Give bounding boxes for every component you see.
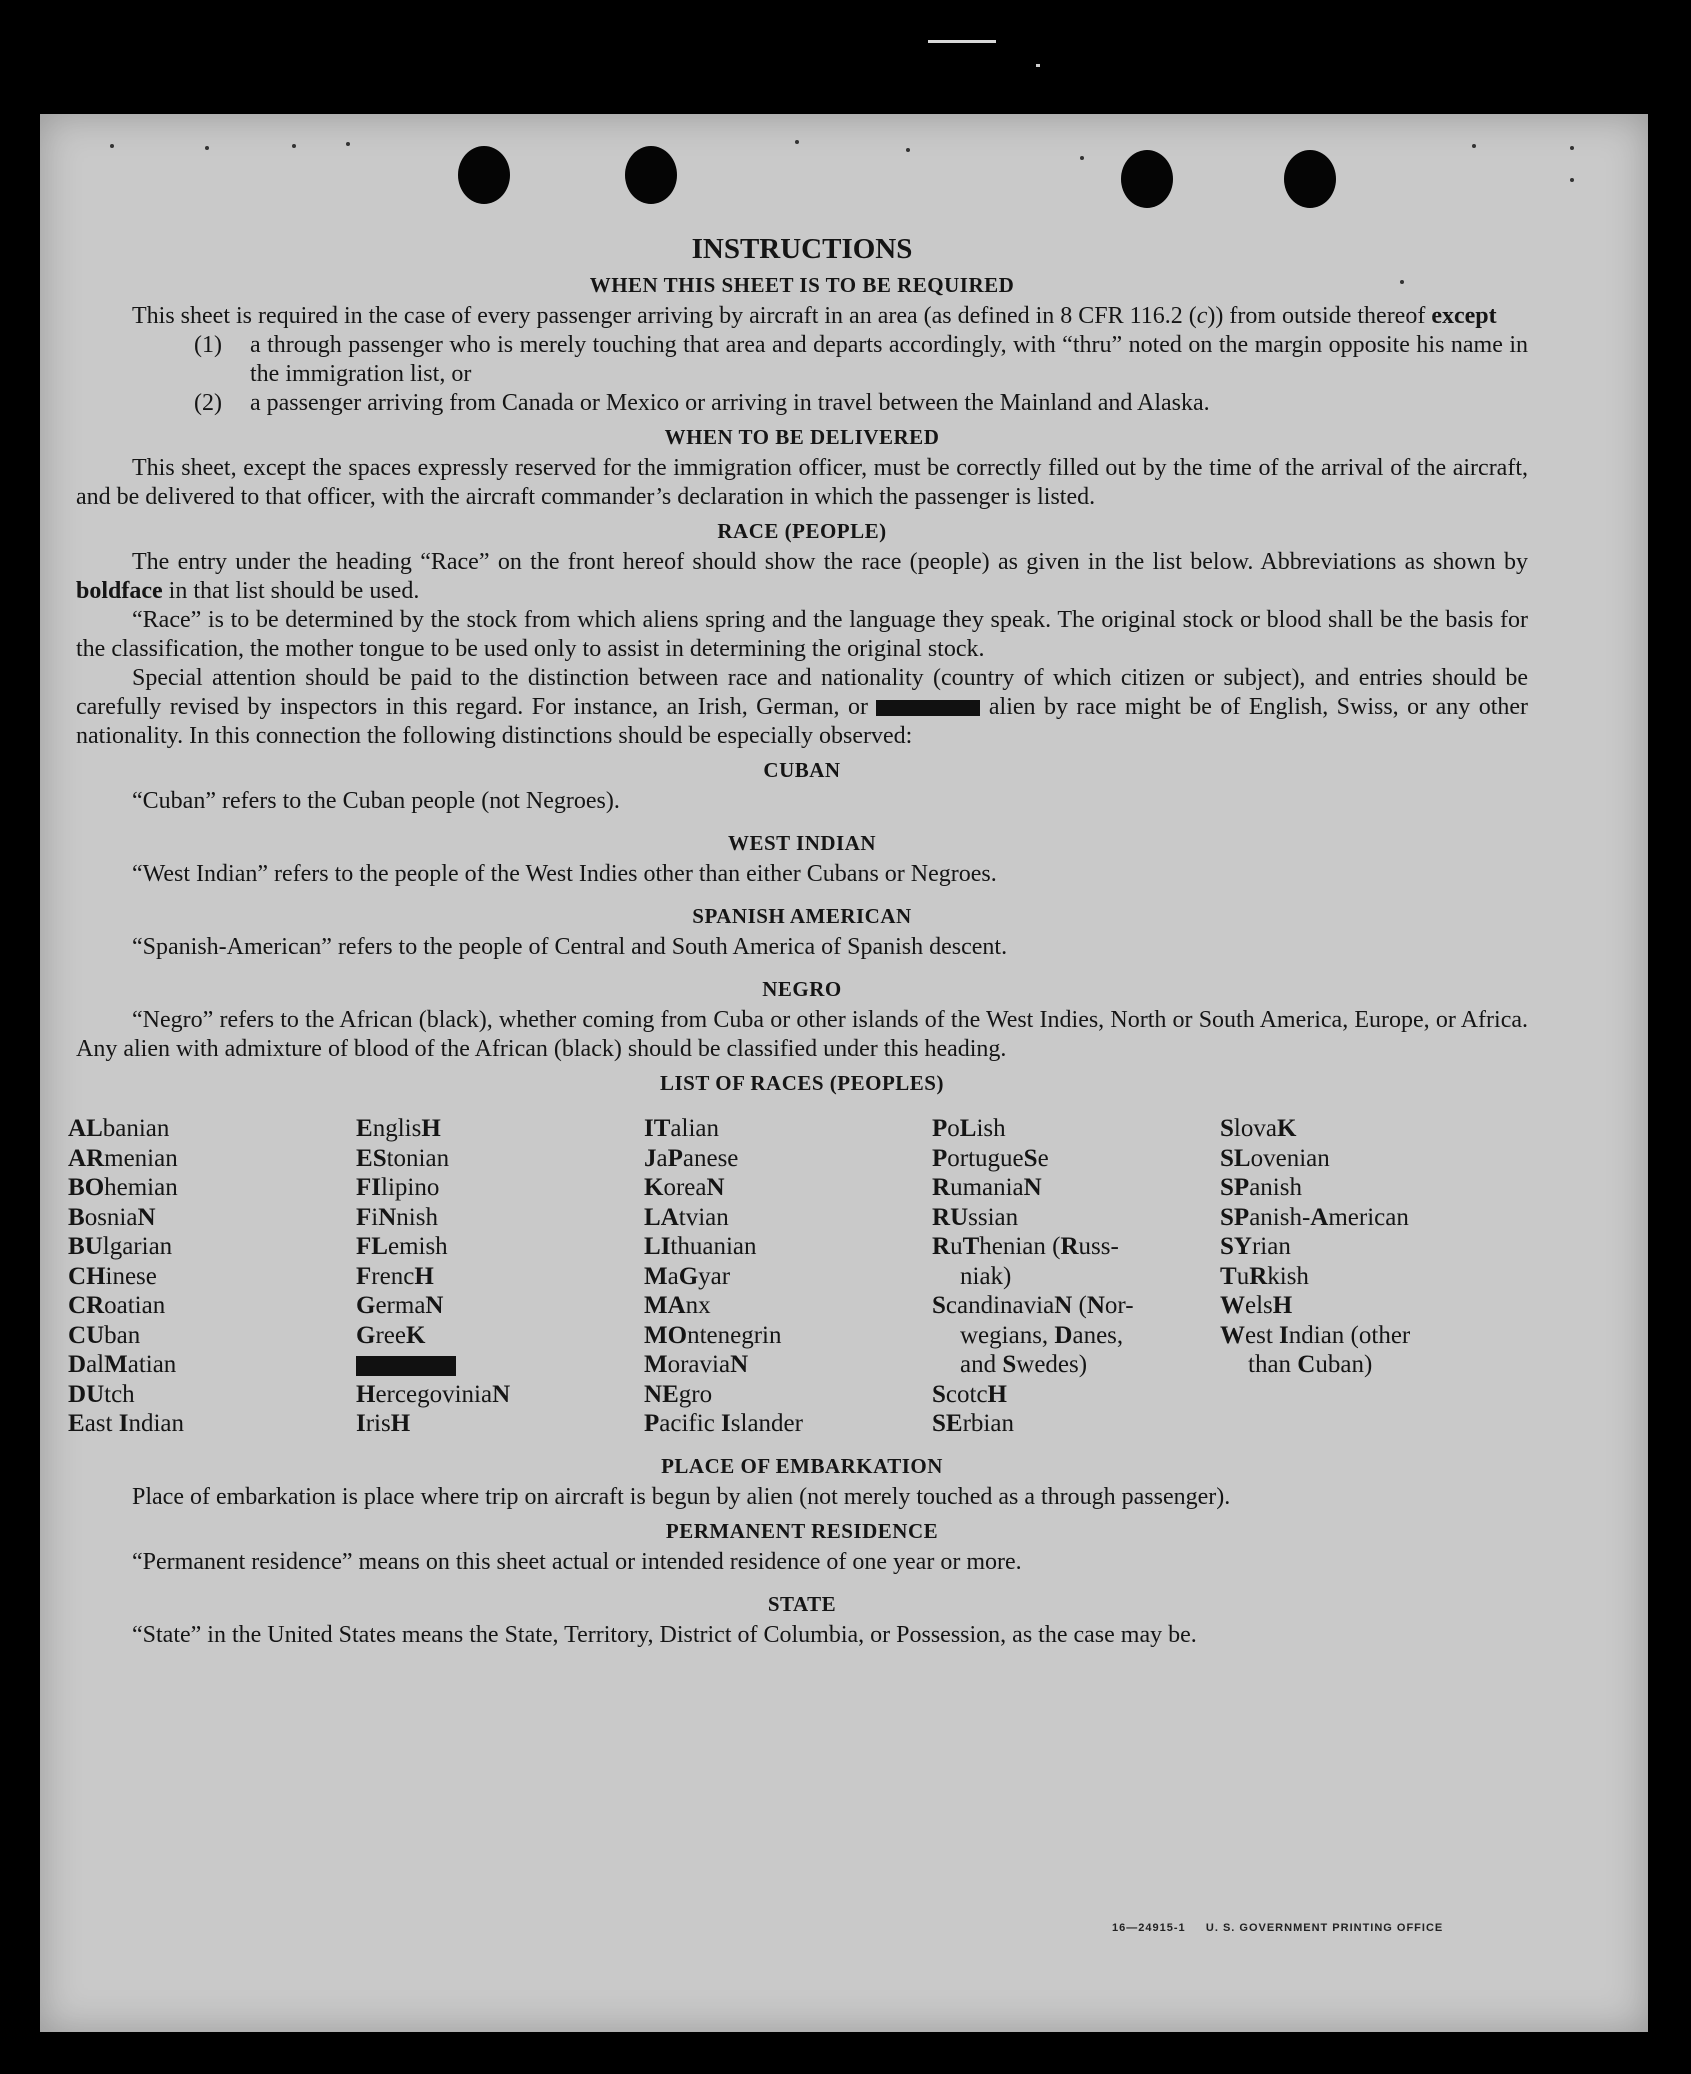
race-entry: ITalian — [644, 1115, 720, 1142]
race-entry: GreeK — [356, 1321, 426, 1349]
exception-text: a passenger arriving from Canada or Mexico or arriving in travel between the Mainland and Alaska. — [250, 390, 1210, 416]
race-entry: LAtvian — [644, 1203, 729, 1231]
race-entry: HercegoviniaN — [356, 1380, 511, 1408]
race-entry: SlovaK — [1220, 1115, 1297, 1142]
race-entry: SPanish-American — [1220, 1203, 1409, 1231]
negro-text: “Negro” refers to the African (black), whether coming from Cuba or other islands of the West Indies, North or South America, Europe, or Africa. Any alien with admixture of blood of the African (black) should be classified under this heading. — [76, 1007, 1528, 1062]
race-entry: SPanish — [1220, 1174, 1302, 1201]
printer-credit: U. S. GOVERNMENT PRINTING OFFICE — [1205, 1922, 1444, 1934]
scan-edge-dot — [1036, 64, 1040, 67]
race-entry: FrencH — [356, 1262, 434, 1290]
paper-speck — [110, 144, 114, 148]
race-p3-part-b: alien by race might be of English, Swiss, or any other nationality. In this connection the following distinctions should be especially observed: — [76, 694, 1529, 749]
exception-item — [194, 331, 1528, 389]
race-entry — [356, 1350, 644, 1380]
race-entry: MaGyar — [644, 1262, 731, 1290]
except-word: except — [1431, 303, 1497, 329]
race-entry: East Indian — [68, 1410, 184, 1437]
residence-text: “Permanent residence” means on this sheet actual or intended residence of one year or more. — [132, 1548, 1022, 1575]
race-paragraph-3 — [76, 664, 1528, 751]
race-entry: than Cuban) — [1248, 1351, 1373, 1378]
required-intro — [76, 302, 1528, 331]
race-entry: MoraviaN — [644, 1351, 749, 1378]
punch-hole — [1284, 150, 1336, 208]
heading-negro: NEGRO — [762, 977, 842, 1001]
race-entry: WelsH — [1220, 1292, 1293, 1319]
heading-spanish-american: SPANISH AMERICAN — [692, 904, 912, 928]
form-number: 16—24915-1 — [1112, 1922, 1186, 1934]
race-entry: PoLish — [932, 1115, 1006, 1142]
delivered-text: This sheet, except the spaces expressly reserved for the immigration officer, must be correctly filled out by the time of the arrival of the aircraft, and be delivered to that officer, with the aircraft commander’s declaration in which the passenger is listed. — [76, 455, 1528, 510]
cuban-text: “Cuban” refers to the Cuban people (not Negroes). — [132, 788, 620, 814]
race-entry: BUlgarian — [68, 1233, 173, 1260]
race-paragraph-1 — [76, 548, 1528, 606]
form-footer — [1112, 1922, 1443, 1934]
required-intro-part-b: )) from outside thereof — [1207, 303, 1426, 329]
embarkation-text: Place of embarkation is place where trip on aircraft is begun by alien (not merely touched as a through passenger). — [132, 1483, 1231, 1510]
paper-speck — [205, 146, 209, 150]
page-title: INSTRUCTIONS — [691, 233, 913, 265]
paper-speck — [346, 142, 350, 146]
race-entry: ScandinaviaN (Nor- — [932, 1292, 1134, 1319]
heading-west-indian: WEST INDIAN — [727, 831, 877, 855]
punch-hole — [1121, 150, 1173, 208]
race-entry: and Swedes) — [960, 1351, 1088, 1378]
paper-speck — [1472, 144, 1476, 148]
races-column — [1220, 1114, 1508, 1439]
race-entry: TuRkish — [1220, 1262, 1309, 1290]
heading-state: STATE — [767, 1591, 837, 1616]
race-paragraph-2: “Race” is to be determined by the stock from which aliens spring and the language they speak. The original stock or blood shall be the basis for the classification, the mother tongue to be used only to assist in determining the original stock. — [76, 607, 1528, 662]
paper-speck — [1570, 178, 1574, 182]
race-entry: DalMatian — [68, 1351, 177, 1378]
races-column — [644, 1114, 932, 1439]
paper-speck — [1570, 146, 1574, 150]
race-entry: IrisH — [356, 1410, 411, 1437]
race-entry: FLemish — [356, 1233, 448, 1260]
boldface-word: boldface — [76, 578, 163, 604]
heading-race: RACE (PEOPLE) — [717, 519, 887, 543]
race-p1-part-a: The entry under the heading “Race” on the front hereof should show the race (people) as given in the list below. Abbreviations as shown by — [132, 549, 1528, 575]
race-entry: niak) — [960, 1262, 1012, 1290]
race-entry: MOntenegrin — [644, 1321, 782, 1349]
race-entry: NEgro — [644, 1380, 713, 1408]
race-entry: RuThenian (Russ- — [932, 1233, 1119, 1260]
race-p1-part-b: in that list should be used. — [168, 578, 420, 604]
exception-number: (2) — [194, 390, 222, 416]
race-entry: ScotcH — [932, 1380, 1007, 1408]
punch-hole — [625, 146, 677, 204]
punch-hole — [458, 146, 510, 204]
document-page — [40, 114, 1648, 2032]
race-entry: SYrian — [1220, 1233, 1291, 1260]
heading-delivered: WHEN TO BE DELIVERED — [664, 425, 940, 449]
race-entry: LIthuanian — [644, 1233, 757, 1260]
instructions-body — [68, 232, 1529, 1650]
race-entry: CRoatian — [68, 1292, 166, 1319]
race-entry: ALbanian — [68, 1115, 170, 1142]
race-entry: CUban — [68, 1321, 141, 1349]
exception-number: (1) — [194, 332, 222, 358]
race-entry: West Indian (other — [1220, 1321, 1411, 1349]
race-entry: SErbian — [932, 1410, 1014, 1437]
race-entry: DUtch — [68, 1380, 135, 1408]
paper-speck — [292, 144, 296, 148]
redaction-mark — [356, 1356, 456, 1376]
heading-list-of-races: LIST OF RACES (PEOPLES) — [660, 1071, 944, 1095]
race-entry: BosniaN — [68, 1203, 156, 1231]
west-indian-text: “West Indian” refers to the people of the West Indies other than either Cubans or Negroes. — [132, 861, 997, 887]
race-entry: SLovenian — [1220, 1144, 1330, 1172]
scan-edge-mark — [928, 40, 996, 43]
race-entry: EStonian — [356, 1144, 450, 1172]
exception-item — [194, 389, 1528, 418]
race-entry: GermaN — [356, 1292, 444, 1319]
race-entry: EnglisH — [356, 1115, 441, 1142]
race-entry: wegians, Danes, — [960, 1321, 1124, 1349]
heading-required: WHEN THIS SHEET IS TO BE REQUIRED — [589, 273, 1015, 297]
paper-speck — [1080, 156, 1084, 160]
state-text: “State” in the United States means the State, Territory, District of Columbia, or Possession, as the case may be. — [132, 1621, 1197, 1648]
heading-cuban: CUBAN — [763, 758, 841, 782]
cfr-subsection: c — [1196, 303, 1208, 329]
heading-residence: PERMANENT RESIDENCE — [665, 1518, 939, 1543]
race-entry: ARmenian — [68, 1144, 178, 1172]
race-entry: FiNnish — [356, 1203, 438, 1231]
races-list — [68, 1114, 1528, 1439]
paper-speck — [795, 140, 799, 144]
heading-embarkation: PLACE OF EMBARKATION — [661, 1453, 943, 1478]
spanish-american-text: “Spanish-American” refers to the people of Central and South America of Spanish descent. — [132, 934, 1008, 960]
race-entry: RumaniaN — [932, 1174, 1042, 1201]
race-entry: FIlipino — [356, 1174, 440, 1201]
race-entry: KoreaN — [644, 1174, 725, 1201]
race-entry: Pacific Islander — [644, 1410, 803, 1437]
race-entry: CHinese — [68, 1262, 157, 1290]
race-p3-part-a: Special attention should be paid to the distinction between race and nationality (country of which citizen or subject), and entries should be carefully revised by inspectors in this regard. For instance, an Irish, German, or — [76, 665, 1528, 720]
race-entry: RUssian — [932, 1203, 1019, 1231]
race-entry: JaPanese — [644, 1144, 739, 1172]
races-column — [68, 1114, 356, 1439]
race-entry: PortugueSe — [932, 1144, 1049, 1172]
races-column — [932, 1114, 1220, 1439]
redaction-mark — [876, 700, 980, 716]
required-intro-part-a: This sheet is required in the case of every passenger arriving by aircraft in an area (as defined in 8 CFR 116.2 ( — [132, 303, 1197, 329]
races-column — [356, 1114, 644, 1439]
paper-speck — [906, 148, 910, 152]
race-entry: MAnx — [644, 1292, 711, 1319]
exception-text: a through passenger who is merely touching that area and departs accordingly, with “thru” noted on the margin opposite his name in the immigration list, or — [250, 332, 1528, 387]
race-entry: BOhemian — [68, 1174, 178, 1201]
